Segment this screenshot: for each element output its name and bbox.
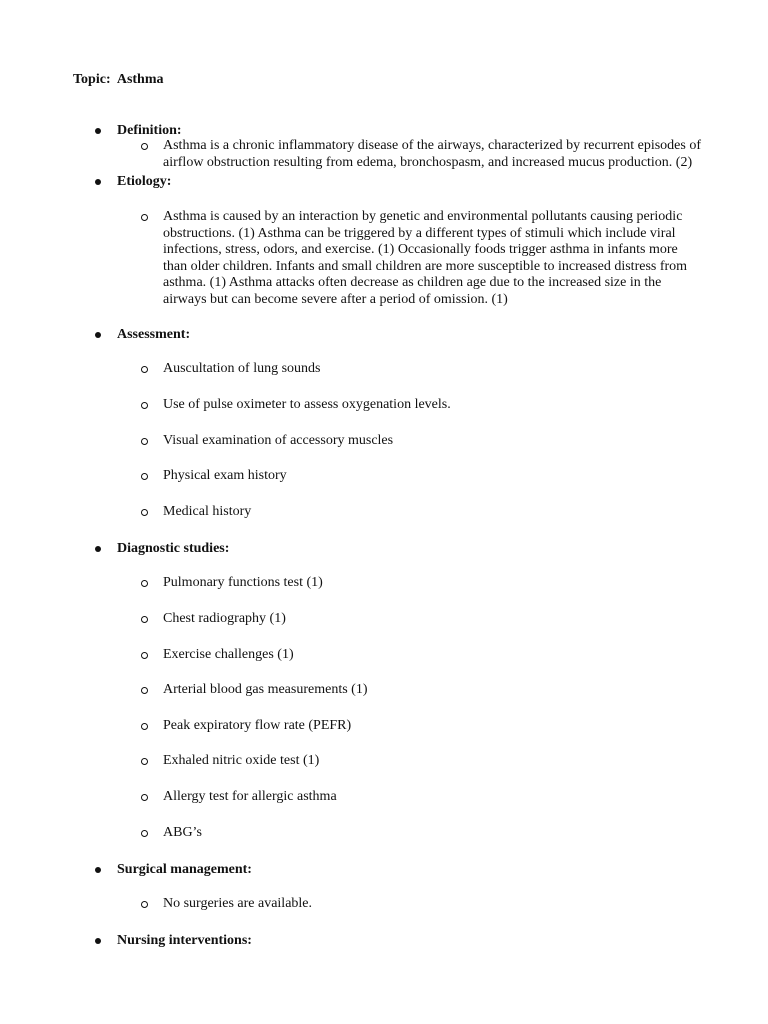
bullet-disc-icon [94, 179, 102, 187]
list-item: Medical history [163, 504, 252, 519]
paragraph-line: airflow obstruction resulting from edema, bronchospasm, and increased mucus production. (2) [163, 154, 693, 170]
bullet-disc-icon [94, 938, 102, 946]
section-heading-etiology: Etiology: [117, 174, 172, 189]
list-item: Exercise challenges (1) [163, 647, 294, 662]
circle-bullet-icon [140, 758, 149, 767]
bullet-disc-icon [94, 546, 102, 554]
list-item: Arterial blood gas measurements (1) [163, 682, 368, 697]
circle-bullet-icon [140, 616, 149, 625]
list-item: Physical exam history [163, 468, 287, 483]
etiology-paragraph [163, 209, 703, 308]
list-item: Pulmonary functions test (1) [163, 575, 323, 590]
circle-bullet-icon [140, 652, 149, 661]
page-title: Topic: Asthma [73, 72, 164, 87]
list-item: No surgeries are available. [163, 896, 313, 911]
paragraph-line: than older children. Infants and small children are more susceptible to increased distress from [163, 258, 688, 274]
paragraph-line: asthma. (1) Asthma attacks often decrease as children age due to the increased size in the [163, 275, 662, 290]
list-item: Auscultation of lung sounds [163, 361, 321, 376]
section-heading-diagnostic-studies: Diagnostic studies: [117, 541, 230, 556]
circle-bullet-icon [140, 794, 149, 803]
circle-bullet-icon [140, 723, 149, 732]
paragraph-line: obstructions. (1) Asthma can be triggered by a different types of stimuli which include viral [163, 225, 676, 241]
circle-bullet-icon [140, 580, 149, 589]
paragraph-line: Asthma is a chronic inflammatory disease of the airways, characterized by recurrent episodes of [163, 138, 702, 153]
bullet-disc-icon [94, 867, 102, 875]
list-item: Visual examination of accessory muscles [163, 433, 394, 448]
circle-bullet-icon [140, 901, 149, 910]
paragraph-line: Asthma is caused by an interaction by genetic and environmental pollutants causing periodic [163, 209, 683, 224]
section-heading-definition: Definition: [117, 123, 182, 138]
circle-bullet-icon [140, 143, 149, 152]
circle-bullet-icon [140, 402, 149, 411]
section-heading-assessment: Assessment: [117, 327, 191, 342]
circle-bullet-icon [140, 473, 149, 482]
paragraph-line: infections, stress, odors, and exercise. (1) Occasionally foods trigger asthma in infants more [163, 242, 678, 257]
circle-bullet-icon [140, 687, 149, 696]
circle-bullet-icon [140, 830, 149, 839]
paragraph-line: airways but can become severe after a period of omission. (1) [163, 291, 508, 307]
list-item: Use of pulse oximeter to assess oxygenation levels. [163, 397, 451, 412]
circle-bullet-icon [140, 438, 149, 447]
list-item: Chest radiography (1) [163, 611, 286, 626]
circle-bullet-icon [140, 214, 149, 223]
list-item: Allergy test for allergic asthma [163, 789, 337, 804]
section-heading-nursing-interventions: Nursing interventions: [117, 933, 252, 948]
list-item: ABG’s [163, 825, 202, 840]
list-item: Exhaled nitric oxide test (1) [163, 753, 320, 768]
bullet-disc-icon [94, 332, 102, 340]
definition-paragraph [163, 138, 703, 171]
circle-bullet-icon [140, 366, 149, 375]
list-item: Peak expiratory flow rate (PEFR) [163, 718, 352, 733]
bullet-disc-icon [94, 128, 102, 136]
section-heading-surgical-management: Surgical management: [117, 862, 252, 877]
circle-bullet-icon [140, 509, 149, 518]
